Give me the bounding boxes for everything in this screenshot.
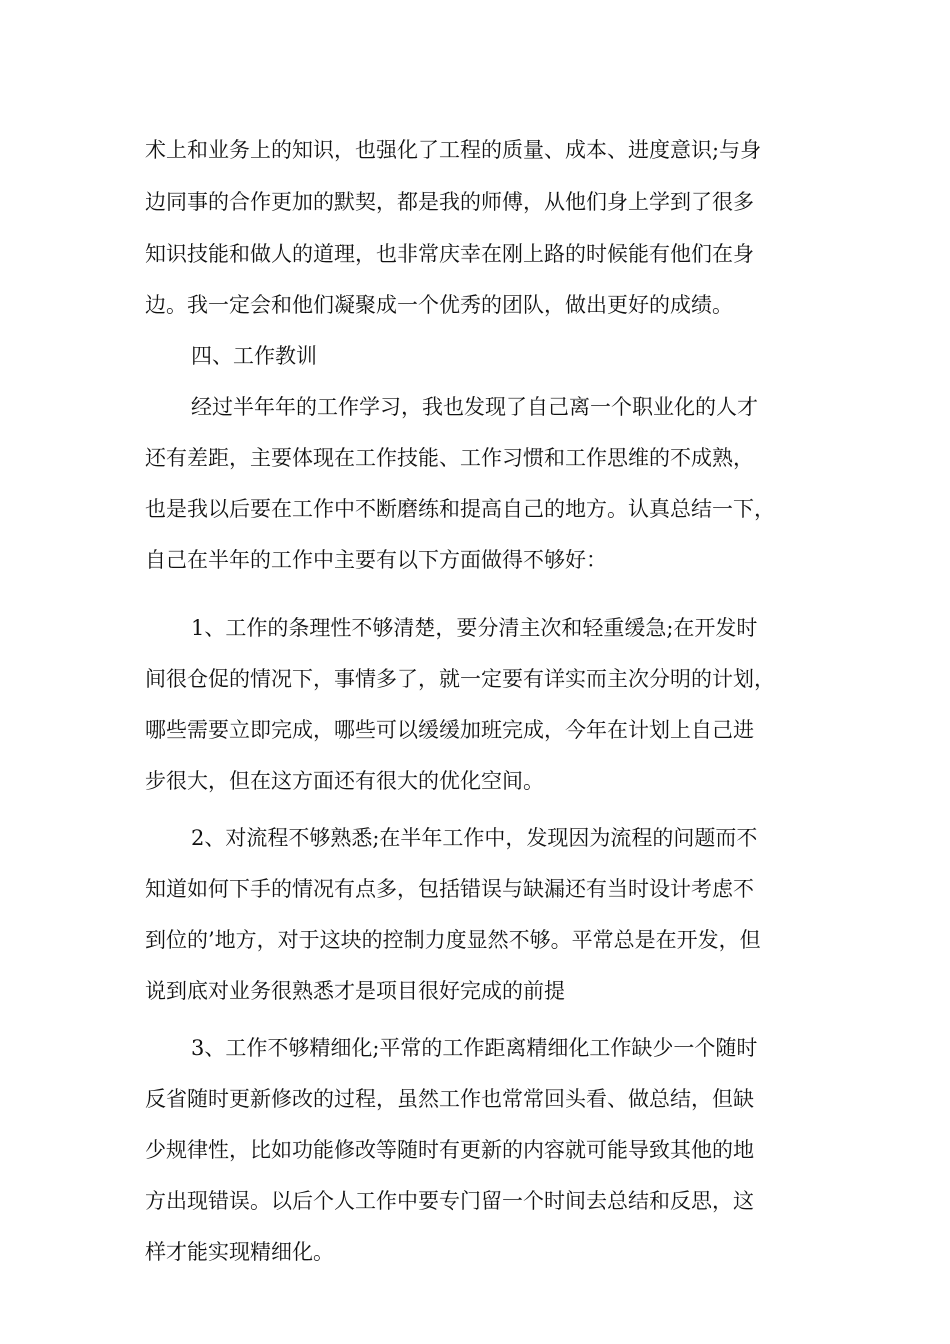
text-line: 方出现错误。以后个人工作中要专门留一个时间去总结和反思，这 [145,1189,754,1213]
text-line: 边。我一定会和他们凝聚成一个优秀的团队，做出更好的成绩。 [145,293,733,317]
text-line: 说到底对业务很熟悉才是项目很好完成的前提 [145,979,565,1003]
text-line: 反省随时更新修改的过程，虽然工作也常常回头看、做总结，但缺 [145,1087,754,1111]
text-line: 自己在半年的工作中主要有以下方面做得不够好： [145,548,607,572]
text-line: 少规律性，比如功能修改等随时有更新的内容就可能导致其他的地 [145,1138,754,1162]
list-item-1-line: 1、工作的条理性不够清楚，要分清主次和轻重缓急;在开发时 [191,616,758,640]
text-line: 也是我以后要在工作中不断磨练和提高自己的地方。认真总结一下， [145,497,775,521]
text-line: 到位的’地方，对于这块的控制力度显然不够。平常总是在开发，但 [145,928,761,952]
list-item-2-line: 2、对流程不够熟悉;在半年工作中，发现因为流程的问题而不 [191,826,758,850]
text-line: 间很仓促的情况下，事情多了，就一定要有详实而主次分明的计划， [145,667,775,691]
text-line: 步很大，但在这方面还有很大的优化空间。 [145,769,544,793]
text-line: 样才能实现精细化。 [145,1240,334,1264]
text-line: 知道如何下手的情况有点多，包括错误与缺漏还有当时设计考虑不 [145,877,754,901]
text-line: 边同事的合作更加的默契，都是我的师傅，从他们身上学到了很多 [145,190,754,214]
list-item-3-line: 3、工作不够精细化;平常的工作距离精细化工作缺少一个随时 [191,1036,758,1060]
text-line: 术上和业务上的知识，也强化了工程的质量、成本、进度意识;与身 [145,138,762,162]
text-line: 经过半年年的工作学习，我也发现了自己离一个职业化的人才 [191,395,758,419]
text-line: 知识技能和做人的道理，也非常庆幸在刚上路的时候能有他们在身 [145,242,754,266]
text-line: 还有差距，主要体现在工作技能、工作习惯和工作思维的不成熟， [145,446,754,470]
text-line: 哪些需要立即完成，哪些可以缓缓加班完成，今年在计划上自己进 [145,718,754,742]
section-heading: 四、工作教训 [191,344,317,368]
